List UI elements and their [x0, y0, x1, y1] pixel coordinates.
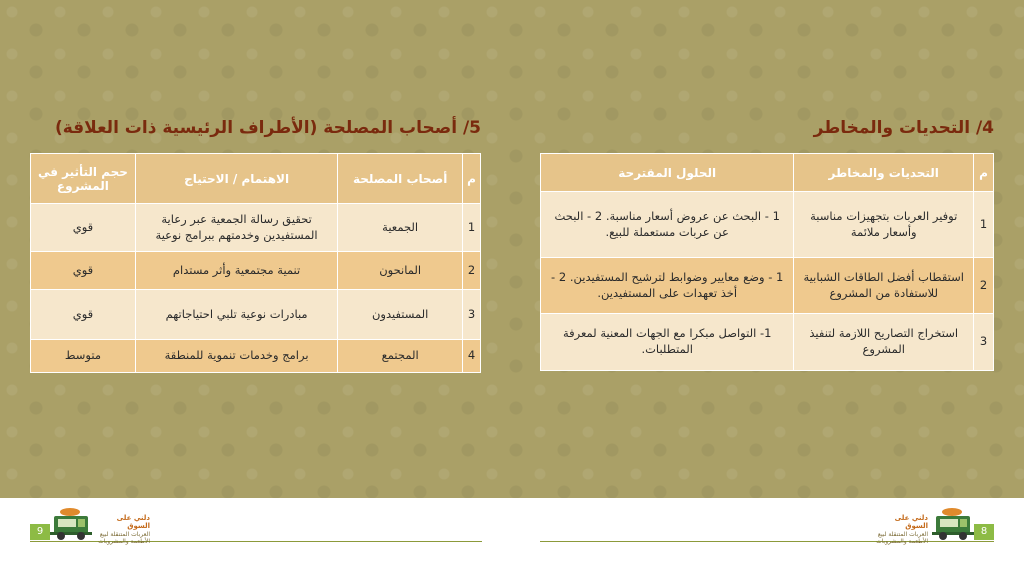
solution-cell: 1- التواصل مبكرا مع الجهات المعنية لمعرفة المتطلبات.: [541, 314, 794, 371]
row-num: 3: [974, 314, 994, 371]
challenge-cell: استقطاب أفضل الطاقات الشبابية للاستفادة من المشروع: [794, 258, 974, 314]
table-header-row: [31, 154, 481, 204]
impact-cell: متوسط: [31, 340, 136, 373]
interest-cell: تحقيق رسالة الجمعية عبر رعاية المستفيدين وخدمتهم ببرامج نوعية: [135, 204, 337, 252]
row-num: 3: [463, 290, 481, 340]
food-truck-icon: [930, 506, 976, 542]
logo-text: [874, 514, 928, 545]
impact-cell: قوي: [31, 290, 136, 340]
header-num: م: [463, 154, 481, 204]
stakeholders-table: [30, 153, 481, 373]
interest-cell: تنمية مجتمعية وأثر مستدام: [135, 252, 337, 290]
brand-logo: [48, 506, 150, 545]
row-num: 4: [463, 340, 481, 373]
logo-subtitle: العربات المتنقلة لبيع الأطعمة والمشروبات: [876, 530, 928, 545]
impact-cell: قوي: [31, 252, 136, 290]
table-row: [541, 192, 994, 258]
table-row: [31, 290, 481, 340]
stakeholder-cell: المجتمع: [338, 340, 463, 373]
stakeholder-cell: المانحون: [338, 252, 463, 290]
header-stakeholder: أصحاب المصلحة: [338, 154, 463, 204]
row-num: 1: [974, 192, 994, 258]
table-row: [541, 314, 994, 371]
challenges-title: 4/ التحديات والمخاطر: [813, 118, 994, 138]
challenges-table: [540, 153, 994, 371]
challenge-cell: توفير العربات بتجهيزات مناسبة وأسعار ملائمة: [794, 192, 974, 258]
row-num: 2: [463, 252, 481, 290]
table-row: [31, 340, 481, 373]
table-row: [541, 258, 994, 314]
stakeholder-cell: المستفيدون: [338, 290, 463, 340]
header-impact: حجم التأثير في المشروع: [31, 154, 136, 204]
food-truck-icon: [48, 506, 94, 542]
interest-cell: برامج وخدمات تنموية للمنطقة: [135, 340, 337, 373]
table-header-row: [541, 154, 994, 192]
page-number-left: 9: [30, 524, 50, 540]
solution-cell: 1 - وضع معايير وضوابط لترشيح المستفيدين. 2 - أخذ تعهدات على المستفيدين.: [541, 258, 794, 314]
table-row: [31, 252, 481, 290]
header-solution: الحلول المقترحة: [541, 154, 794, 192]
impact-cell: قوي: [31, 204, 136, 252]
logo-title: دلني على السوق: [894, 514, 928, 531]
logo-subtitle: العربات المتنقلة لبيع الأطعمة والمشروبات: [98, 530, 150, 545]
row-num: 1: [463, 204, 481, 252]
header-challenge: التحديات والمخاطر: [794, 154, 974, 192]
header-interest: الاهتمام / الاحتياج: [135, 154, 337, 204]
interest-cell: مبادرات نوعية تلبي احتياجاتهم: [135, 290, 337, 340]
stakeholders-title: 5/ أصحاب المصلحة (الأطراف الرئيسية ذات العلاقة): [54, 118, 481, 138]
challenge-cell: استخراج التصاريح اللازمة لتنفيذ المشروع: [794, 314, 974, 371]
logo-title: دلني على السوق: [116, 514, 150, 531]
row-num: 2: [974, 258, 994, 314]
solution-cell: 1 - البحث عن عروض أسعار مناسبة. 2 - البحث عن عربات مستعملة للبيع.: [541, 192, 794, 258]
header-num: م: [974, 154, 994, 192]
table-row: [31, 204, 481, 252]
stakeholder-cell: الجمعية: [338, 204, 463, 252]
brand-logo: [874, 506, 974, 545]
logo-text: [96, 514, 150, 545]
page-number-right: 8: [974, 524, 994, 540]
footer: [0, 498, 1024, 572]
